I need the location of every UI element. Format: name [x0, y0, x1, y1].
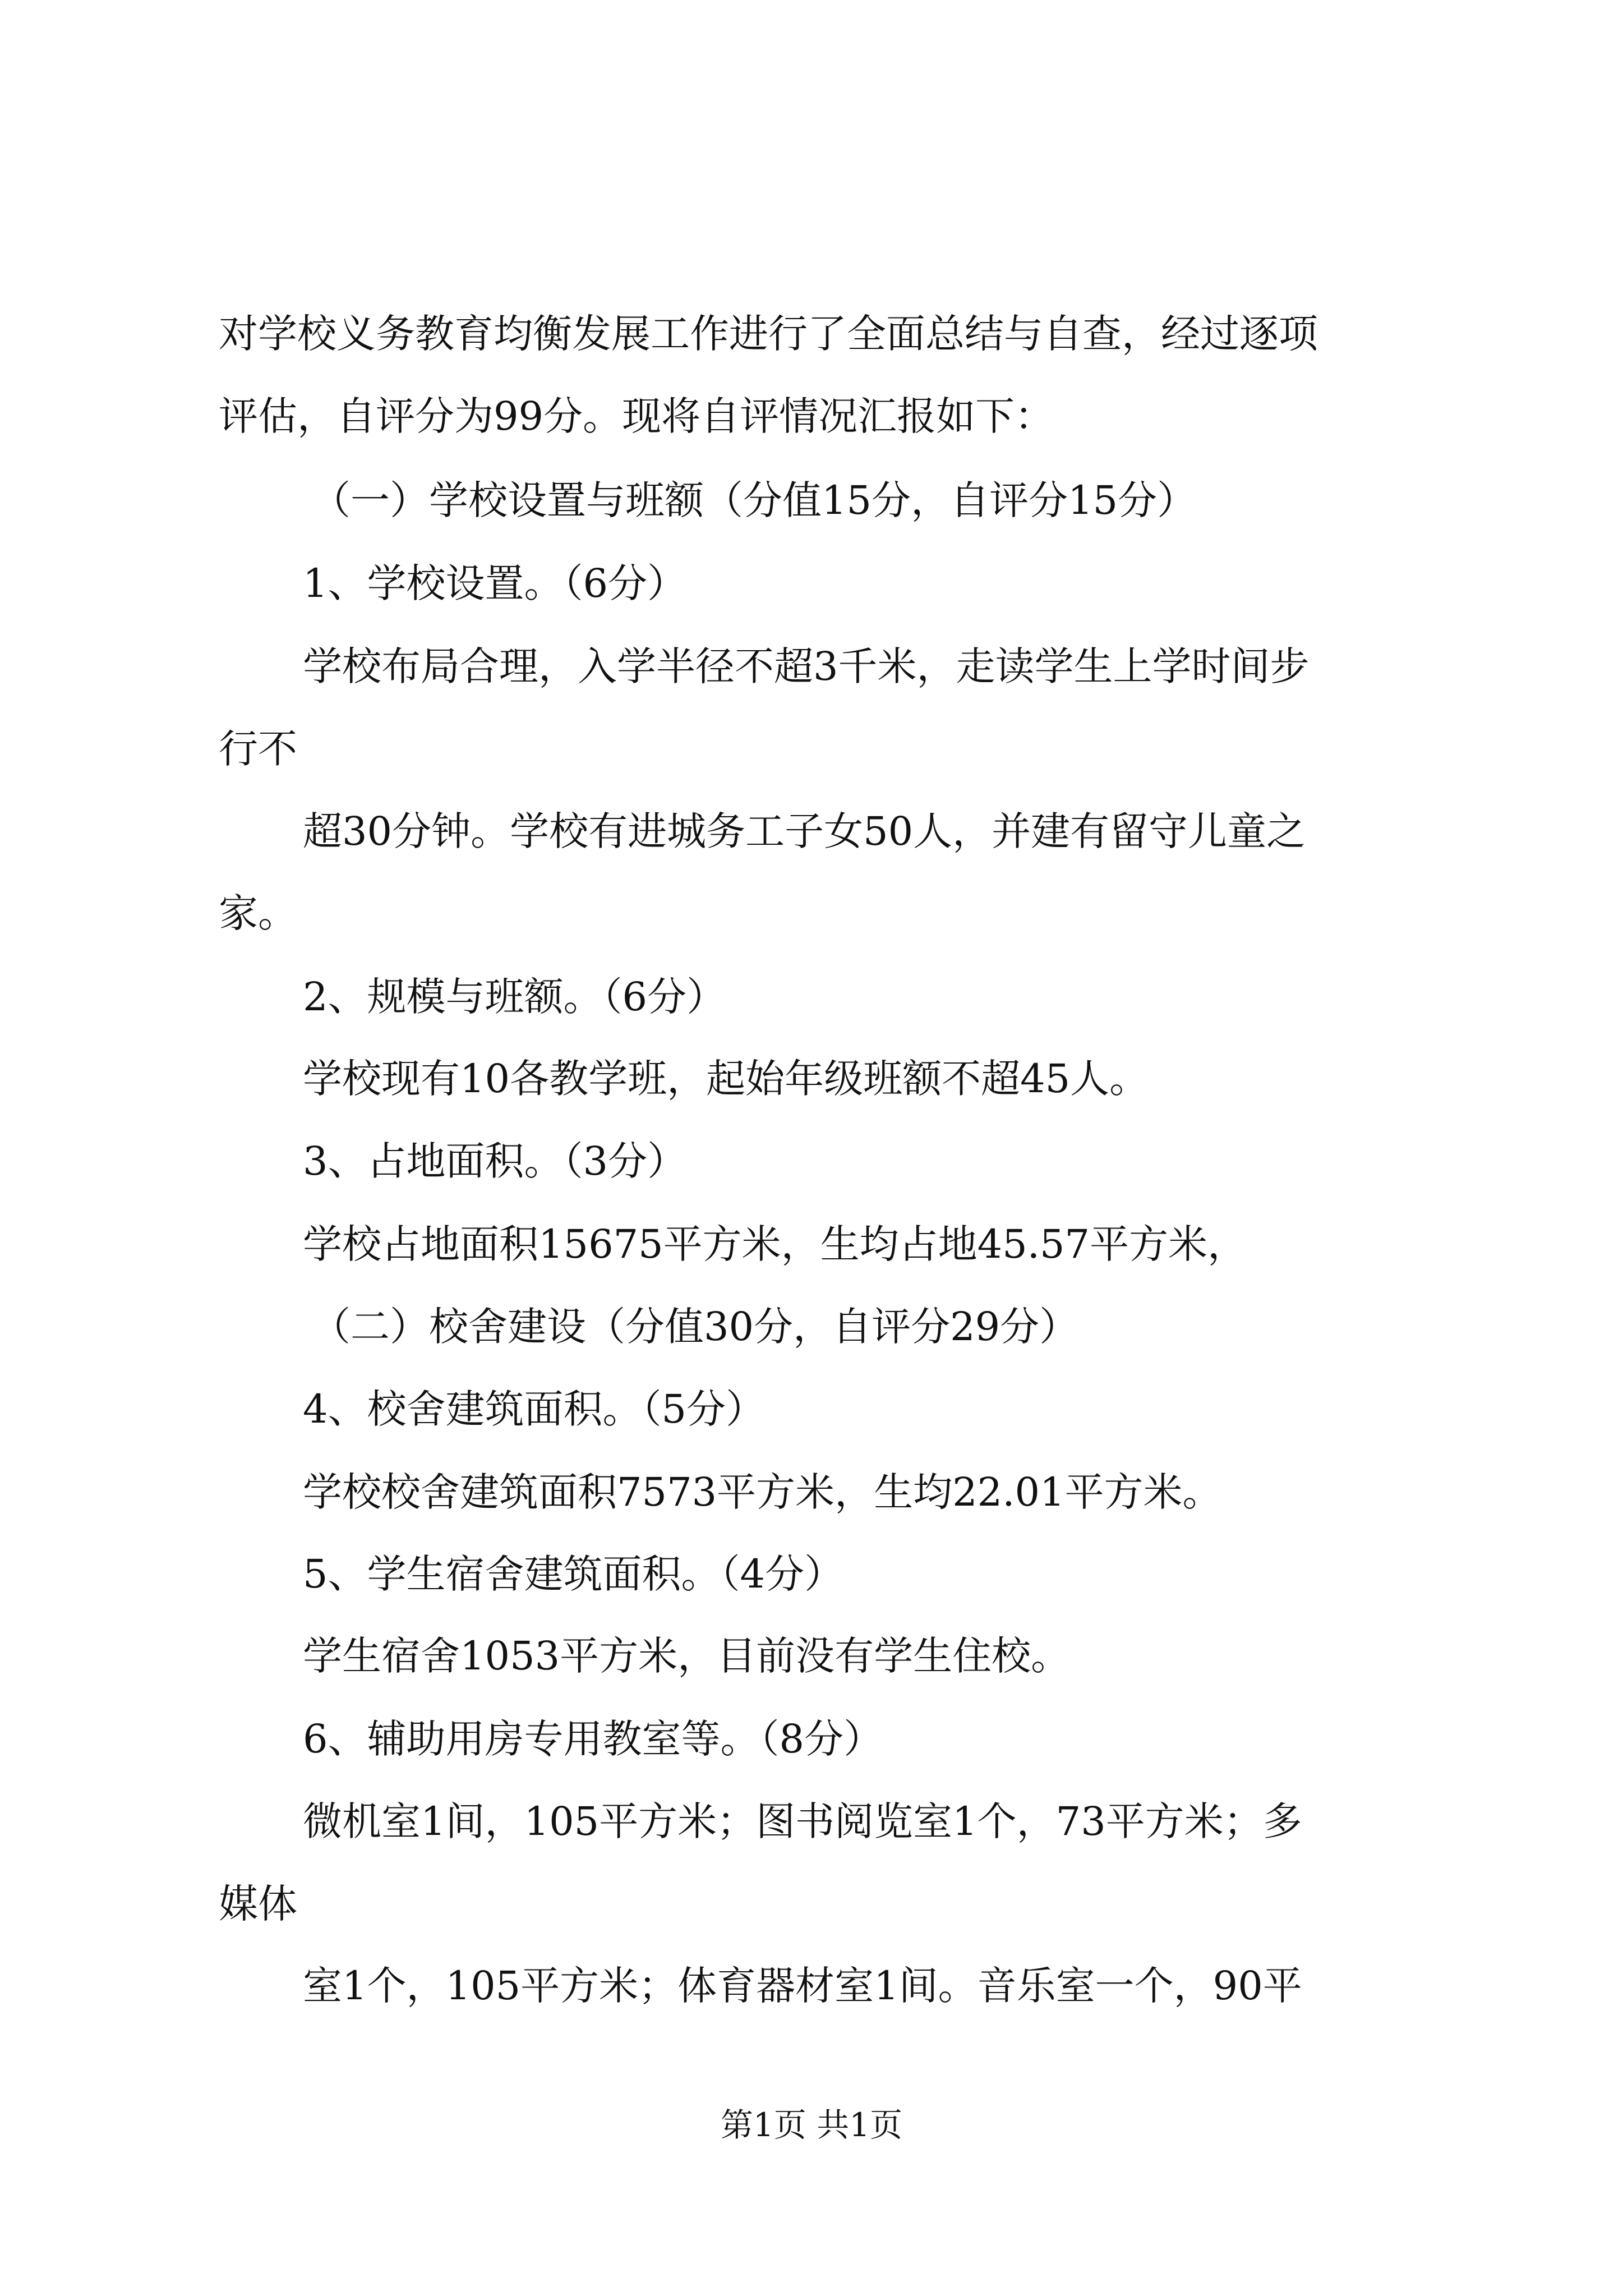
section-heading-2: （二）校舍建设（分值30分，自评分29分）	[311, 1304, 1079, 1350]
body-line-12: 媒体	[219, 1881, 297, 1927]
section-heading-1: （一）学校设置与班额（分值15分，自评分15分）	[311, 477, 1197, 523]
body-line-2: 评估，自评分为99分。现将自评情况汇报如下：	[219, 393, 1054, 439]
item-heading-2: 2、规模与班额。（6分）	[303, 974, 726, 1020]
body-line-11: 微机室1间，105平方米；图书阅览室1个，73平方米；多	[303, 1798, 1302, 1844]
body-line-10: 学生宿舍1053平方米，目前没有学生住校。	[303, 1633, 1071, 1679]
page-footer: 第1页 共1页	[720, 2106, 903, 2144]
item-heading-3: 3、占地面积。（3分）	[303, 1138, 687, 1184]
body-line-1: 对学校义务教育均衡发展工作进行了全面总结与自查，经过逐项	[219, 311, 1318, 357]
body-line-3: 学校布局合理，入学半径不超3千米，走读学生上学时间步	[303, 643, 1310, 689]
body-line-7: 学校现有10各教学班，起始年级班额不超45人。	[303, 1056, 1149, 1102]
item-heading-5: 5、学生宿舍建筑面积。（4分）	[303, 1551, 844, 1597]
body-line-9: 学校校舍建筑面积7573平方米，生均22.01平方米。	[303, 1469, 1222, 1515]
body-line-4: 行不	[219, 726, 297, 772]
body-line-13: 室1个，105平方米；体育器材室1间。音乐室一个，90平	[303, 1963, 1302, 2009]
body-line-6: 家。	[219, 890, 297, 936]
item-heading-1: 1、学校设置。（6分）	[303, 560, 687, 606]
body-line-8: 学校占地面积15675平方米，生均占地45.57平方米，	[303, 1221, 1247, 1267]
item-heading-6: 6、辅助用房专用教室等。（8分）	[303, 1716, 883, 1762]
item-heading-4: 4、校舍建筑面积。（5分）	[303, 1386, 766, 1432]
body-line-5: 超30分钟。学校有进城务工子女50人，并建有留守儿童之	[303, 808, 1306, 854]
